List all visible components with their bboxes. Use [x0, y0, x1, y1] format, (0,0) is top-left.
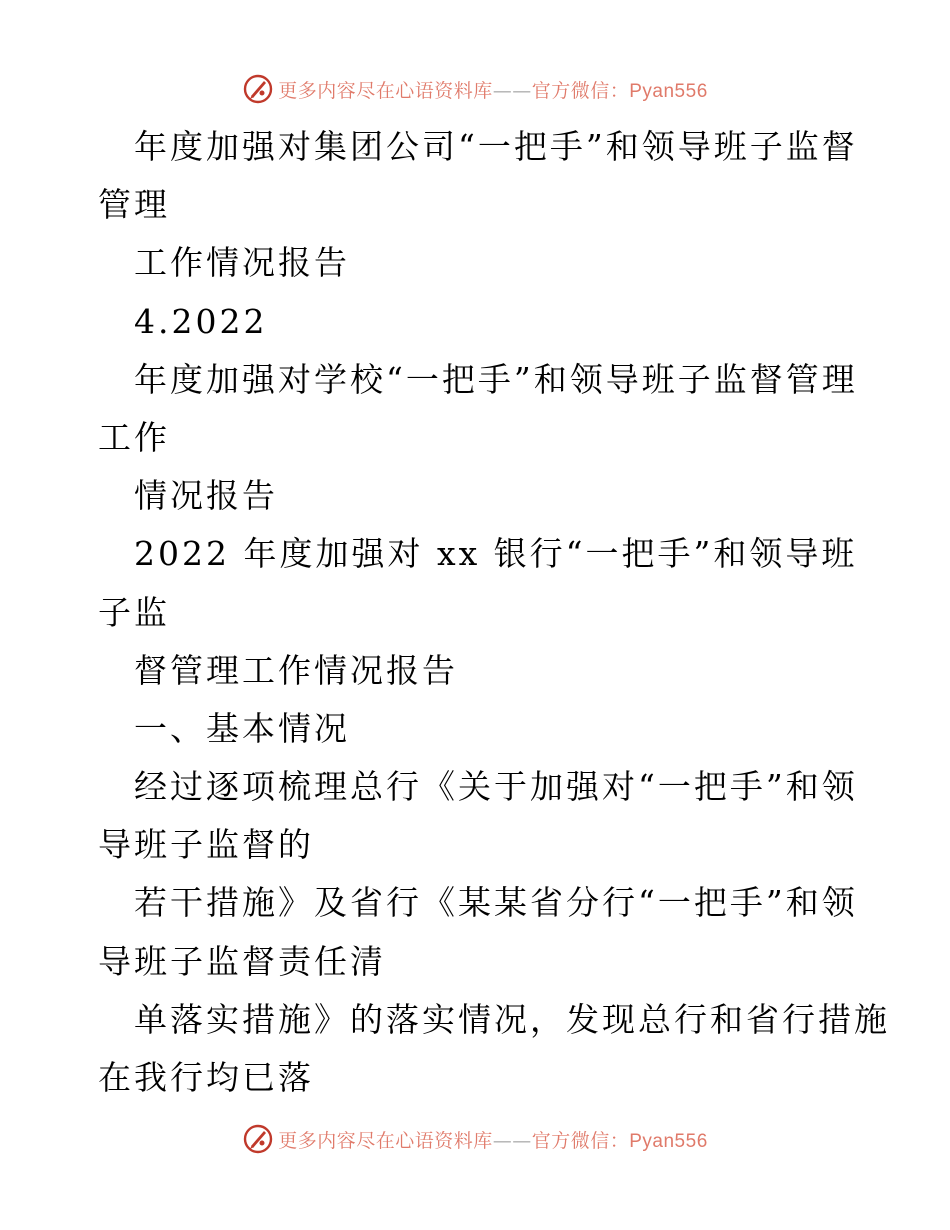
text-line: 导班子监督责任清	[98, 941, 386, 981]
text-line: 子监	[98, 592, 170, 632]
quill-logo-icon	[242, 1123, 274, 1155]
watermark-contact-id: Pyan556	[629, 1130, 708, 1152]
watermark-title: 更多内容尽在心语资料库	[278, 1129, 493, 1152]
quill-logo-icon	[242, 73, 274, 105]
watermark-text	[278, 76, 708, 103]
text-line: 2022 年度加强对 xx 银行“一把手”和领导班	[134, 534, 858, 574]
text-line: 经过逐项梳理总行《关于加强对“一把手”和领	[134, 767, 858, 807]
text-line: 工作情况报告	[134, 243, 350, 283]
text-line: 若干措施》及省行《某某省分行“一把手”和领	[134, 883, 858, 923]
watermark-separator: ——	[492, 1129, 532, 1152]
watermark-separator: ——	[492, 79, 532, 102]
watermark-contact-label: 官方微信：	[531, 79, 630, 102]
watermark-header	[0, 72, 950, 106]
text-line: 年度加强对集团公司“一把手”和领导班子监督	[134, 127, 858, 166]
watermark-footer	[0, 1122, 950, 1156]
text-line: 单落实措施》的落实情况，发现总行和省行措施	[134, 999, 890, 1039]
watermark-contact-id: Pyan556	[629, 80, 708, 102]
document-body	[98, 118, 890, 1107]
watermark-contact-label: 官方微信：	[531, 1129, 630, 1152]
text-line: 督管理工作情况报告	[134, 650, 458, 690]
section-heading: 一、基本情况	[134, 708, 350, 748]
watermark-title: 更多内容尽在心语资料库	[278, 79, 493, 102]
text-line: 导班子监督的	[98, 825, 314, 865]
text-line: 管理	[98, 185, 170, 225]
text-line: 工作	[98, 417, 170, 457]
text-line: 在我行均已落	[98, 1058, 314, 1097]
text-line: 情况报告	[134, 476, 278, 516]
text-line: 年度加强对学校“一把手”和领导班子监督管理	[134, 359, 858, 399]
watermark-text	[278, 1126, 708, 1153]
text-line: 4.2022	[134, 301, 268, 341]
